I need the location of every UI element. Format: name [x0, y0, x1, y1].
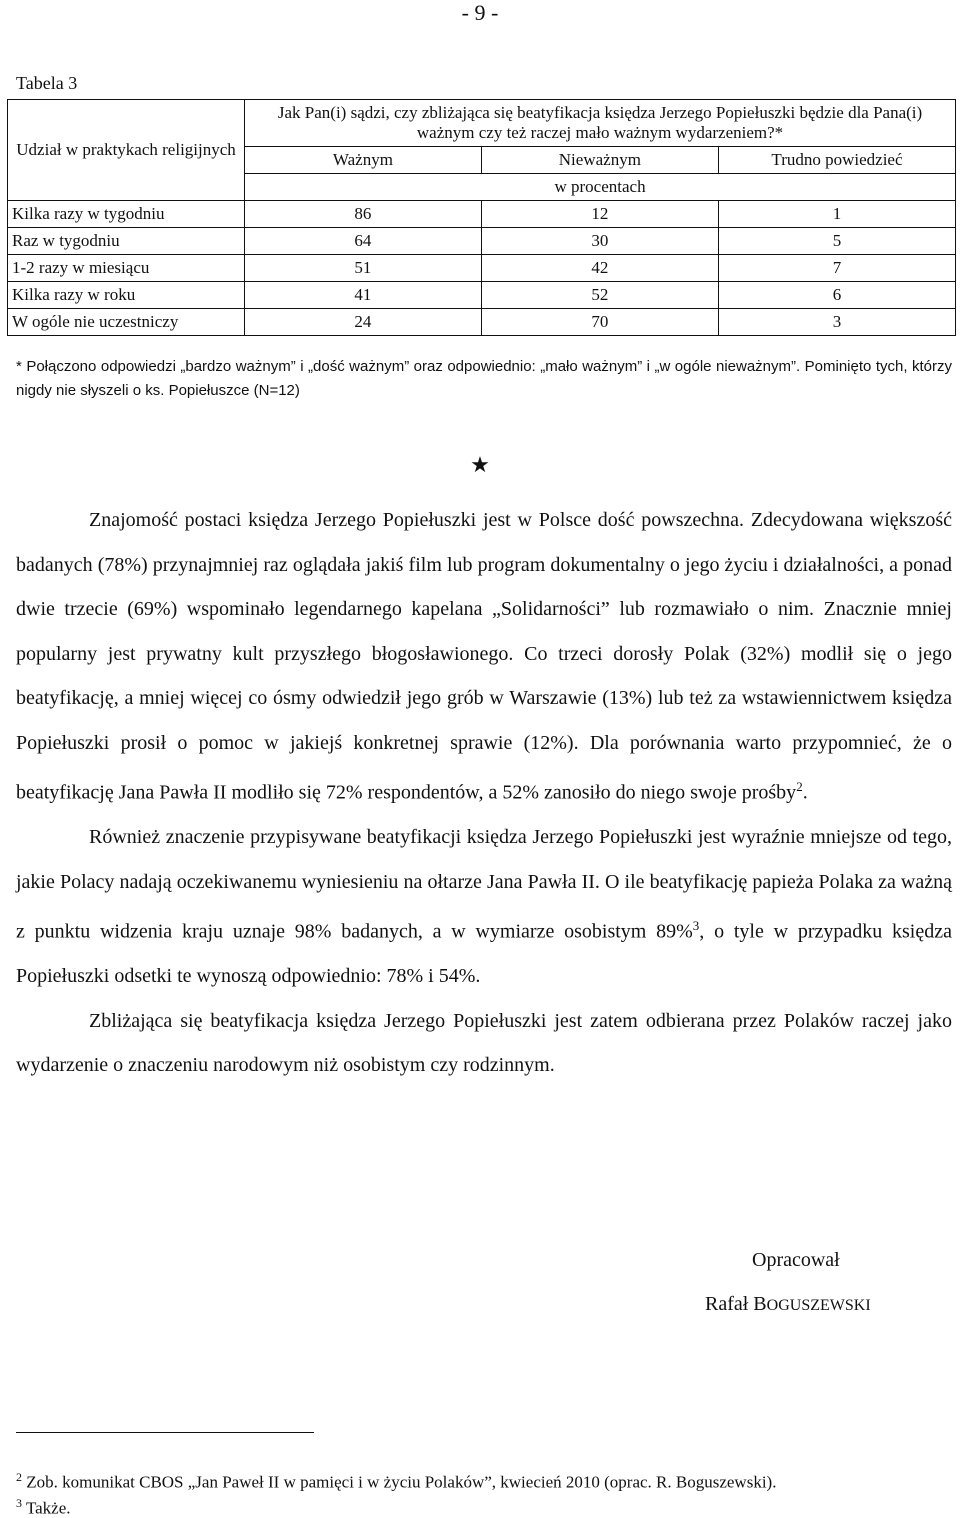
- question-header: Jak Pan(i) sądzi, czy zbliżająca się beatyfikacja księdza Jerzego Popiełuszki będzie dla Pana(i) ważnym czy też raczej mało ważnym wydarzeniem?*: [245, 100, 956, 147]
- table-footnote: * Połączono odpowiedzi „bardzo ważnym” i „dość ważnym” oraz odpowiednio: „mało ważnym” i „w ogóle nieważnym”. Pominięto tych, którzy nigdy nie słyszeli o ks. Popiełuszce (N=12): [16, 358, 952, 399]
- corner-header: Udział w praktykach religijnych: [8, 100, 245, 201]
- footnote-item: [16, 1493, 952, 1518]
- paragraph: [16, 815, 952, 999]
- table-header-row: [8, 100, 956, 147]
- footnotes: [16, 1467, 952, 1518]
- column-header: Trudno powiedzieć: [718, 147, 955, 174]
- column-header: Nieważnym: [481, 147, 718, 174]
- table-row: [8, 201, 956, 228]
- paragraph-text: Również znaczenie przypisywane beatyfikacji księdza Jerzego Popiełuszki jest wyraźnie mniejsze od tego, jakie Polacy nadają oczekiwanemu wyniesieniu na ołtarze Jana Pawła II. O ile beatyfikację papieża Polaka za ważną z punktu widzenia kraju uznaje 98% badanych, a w wymiarze osobistym 89%: [16, 826, 952, 943]
- table-cell: 12: [481, 201, 718, 228]
- table-cell: 6: [718, 282, 955, 309]
- table-cell: 51: [245, 255, 482, 282]
- survey-table: [7, 99, 956, 336]
- table-cell: 24: [245, 309, 482, 336]
- table-row: [8, 228, 956, 255]
- body-text: [16, 498, 952, 1088]
- table-title: Tabela 3: [16, 73, 78, 93]
- table-row: [8, 282, 956, 309]
- signature-name: [705, 1282, 960, 1328]
- table-row: [8, 255, 956, 282]
- footnote-number: 3: [16, 1495, 22, 1510]
- signature-block: [660, 1238, 960, 1328]
- table-cell: 52: [481, 282, 718, 309]
- row-label: Raz w tygodniu: [8, 228, 245, 255]
- table-cell: 42: [481, 255, 718, 282]
- row-label: 1-2 razy w miesiącu: [8, 255, 245, 282]
- table-cell: 5: [718, 228, 955, 255]
- column-header: Ważnym: [245, 147, 482, 174]
- table-cell: 1: [718, 201, 955, 228]
- signature-surname-smallcaps: OGUSZEWSKI: [766, 1297, 871, 1314]
- page-number: - 9 -: [461, 0, 499, 25]
- row-label: Kilka razy w tygodniu: [8, 201, 245, 228]
- row-label: W ogóle nie uczestniczy: [8, 309, 245, 336]
- signature-role: Opracował: [752, 1249, 840, 1271]
- footnote-divider: [16, 1432, 314, 1433]
- footnote-text: Także.: [22, 1498, 71, 1518]
- table-cell: 7: [718, 255, 955, 282]
- paragraph-end: , o tyle w przypadku księdza Popiełuszki odsetki te wynoszą odpowiednio: 78% i 54%.: [16, 920, 952, 988]
- footnote-text: Zob. komunikat CBOS „Jan Paweł II w pamięci i w życiu Polaków”, kwiecień 2010 (oprac. R. Boguszewski).: [22, 1472, 777, 1492]
- row-label: Kilka razy w roku: [8, 282, 245, 309]
- table-cell: 64: [245, 228, 482, 255]
- table-cell: 3: [718, 309, 955, 336]
- paragraph-text: Znajomość postaci księdza Jerzego Popiełuszki jest w Polsce dość powszechna. Zdecydowana większość badanych (78%) przynajmniej raz oglądała jakiś film lub program dokumentalny o jego życiu i działalności, a ponad dwie trzecie (69%) wspominało legendarnego kapelana „Solidarności” lub rozmawiało o nim. Znacznie mniej popularny jest prywatny kult przyszłego błogosławionego. Co trzeci dorosły Polak (32%) modlił się o jego beatyfikację, a mniej więcej co ósmy odwiedził jego grób w Warszawie (13%) lub też za wstawiennictwem księdza Popiełuszki prosił o pomoc w jakiejś konkretnej sprawie (12%). Dla porównania warto przypomnieć, że o beatyfikację Jana Pawła II modliło się 72% respondentów, a 52% zanosiło do niego swoje prośby: [16, 509, 952, 804]
- table-cell: 41: [245, 282, 482, 309]
- footnote-ref[interactable]: 2: [796, 779, 803, 794]
- footnote-ref[interactable]: 3: [692, 918, 700, 934]
- unit-label: w procentach: [245, 174, 956, 201]
- footnote-number: 2: [16, 1470, 22, 1484]
- star-separator-icon: ★: [470, 452, 490, 477]
- paragraph-end: .: [802, 781, 808, 804]
- signature-first: Rafał B: [705, 1293, 767, 1315]
- table-row: [8, 309, 956, 336]
- paragraph: [16, 498, 952, 815]
- footnote-item: [16, 1467, 952, 1493]
- paragraph-text: Zbliżająca się beatyfikacja księdza Jerzego Popiełuszki jest zatem odbierana przez Polaków raczej jako wydarzenie o znaczeniu narodowym niż osobistym czy rodzinnym.: [16, 1009, 952, 1077]
- table-cell: 70: [481, 309, 718, 336]
- table-cell: 30: [481, 228, 718, 255]
- paragraph: [16, 999, 952, 1088]
- table-cell: 86: [245, 201, 482, 228]
